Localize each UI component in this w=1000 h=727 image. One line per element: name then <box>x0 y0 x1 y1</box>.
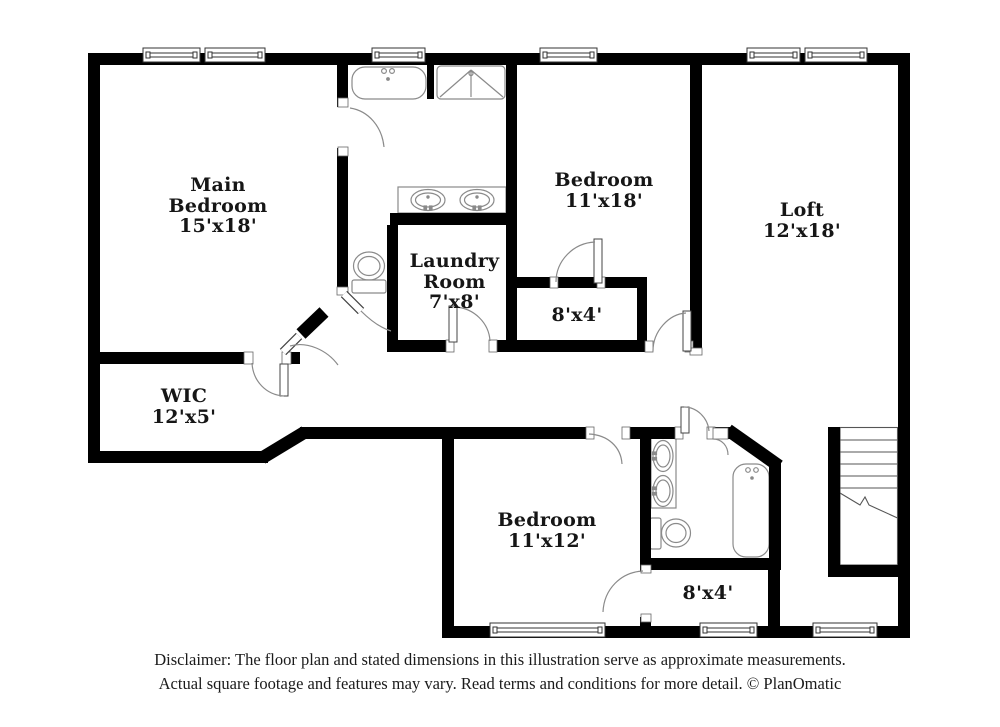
room-dimensions: 8'x4' <box>551 304 603 326</box>
room-label-laundry-room <box>402 251 507 313</box>
disclaimer-text <box>0 648 1000 695</box>
bathtub-icon <box>352 67 426 99</box>
room-dimensions: 7'x8' <box>429 291 480 313</box>
room-label-closet-lower <box>658 583 758 604</box>
room-label-closet-upper <box>527 305 627 326</box>
toilet-icon <box>352 252 386 293</box>
room-name: Loft <box>779 199 825 221</box>
room-label-bedroom-top <box>539 170 669 211</box>
room-name: Main Bedroom <box>168 174 268 217</box>
room-name: Laundry Room <box>409 250 500 293</box>
room-dimensions: 12'x18' <box>763 219 841 242</box>
room-dimensions: 11'x18' <box>565 189 643 212</box>
room-label-wic <box>124 386 244 427</box>
double-sink-vanity-icon <box>651 437 676 508</box>
disclaimer-line-1: Disclaimer: The floor plan and stated dimensions in this illustration serve as approximate measurements. <box>154 650 846 669</box>
stair-break-line <box>840 493 898 518</box>
window-icon <box>700 623 757 637</box>
room-name: Bedroom <box>497 509 597 531</box>
window-icon <box>805 48 867 62</box>
room-label-bedroom-bottom <box>482 510 612 551</box>
double-sink-vanity-icon <box>398 187 506 213</box>
door-leaf-diagonal <box>283 294 361 352</box>
room-dimensions: 15'x18' <box>179 215 257 237</box>
window-icon <box>205 48 265 62</box>
room-dimensions: 12'x5' <box>151 405 217 428</box>
window-icon <box>540 48 597 62</box>
room-name: WIC <box>160 385 208 407</box>
disclaimer-line-2: Actual square footage and features may vary. Read terms and conditions for more detail. © PlanOmatic <box>158 673 842 693</box>
room-dimensions: 8'x4' <box>682 582 734 604</box>
room-label-loft <box>737 200 867 241</box>
bathtub-icon <box>733 464 769 557</box>
room-name: Bedroom <box>554 169 654 191</box>
window-icon <box>813 623 877 637</box>
window-icon <box>490 623 605 637</box>
toilet-icon <box>650 518 691 549</box>
room-dimensions: 11'x12' <box>508 529 586 552</box>
window-icon <box>747 48 800 62</box>
shower-icon <box>437 66 505 99</box>
window-icon <box>143 48 200 62</box>
window-icon <box>372 48 425 62</box>
staircase <box>840 428 898 566</box>
room-label-main-bedroom <box>163 175 273 237</box>
